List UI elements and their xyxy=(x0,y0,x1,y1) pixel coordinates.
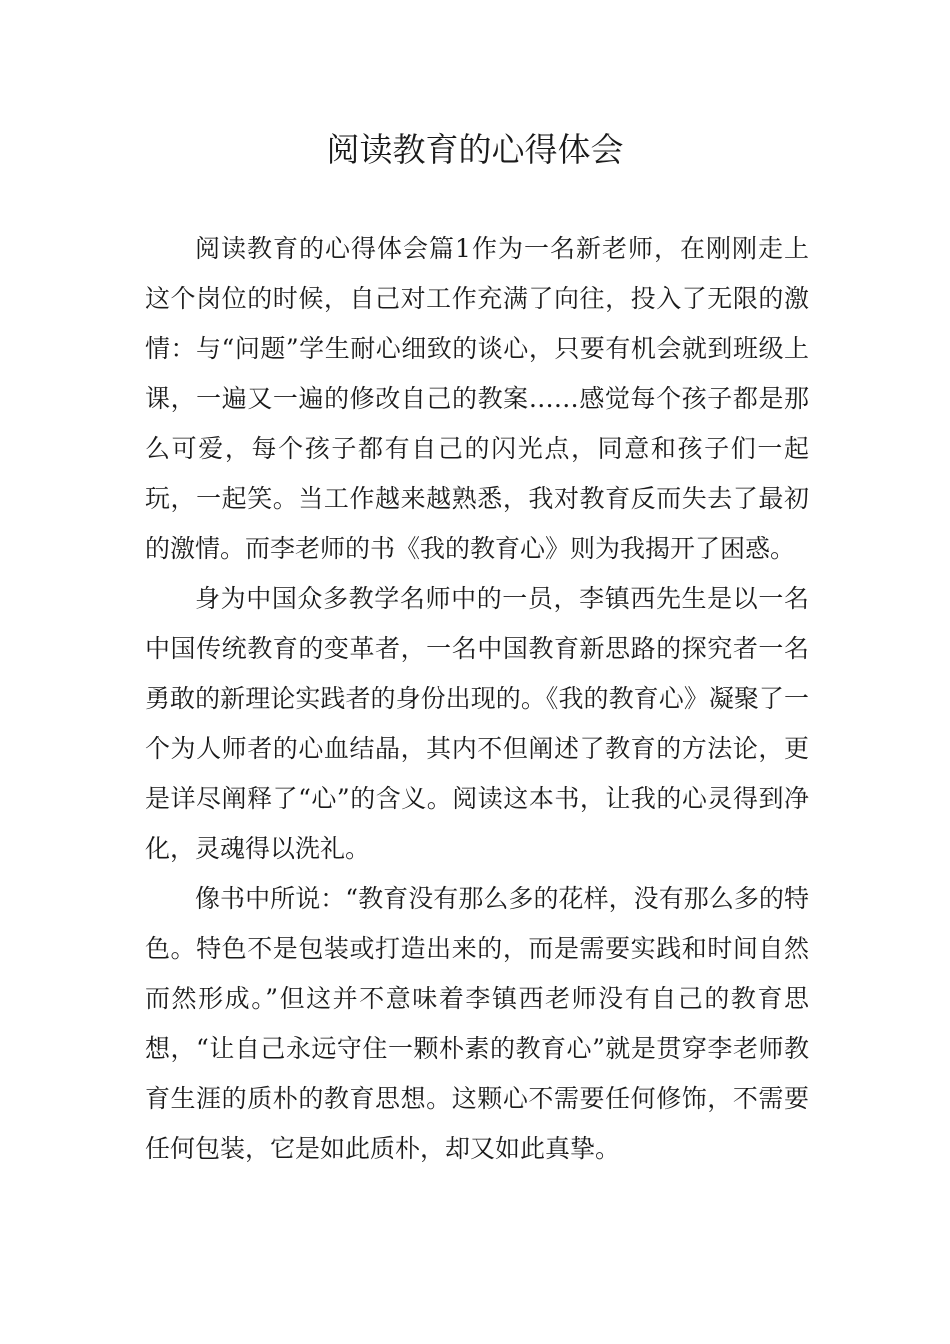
paragraph-1: 阅读教育的心得体会篇1作为一名新老师，在刚刚走上这个岗位的时候，自己对工作充满了向往，投入了无限的激情：与“问题”学生耐心细致的谈心，只要有机会就到班级上课，一遍又一遍的修改自己的教案……感觉每个孩子都是那么可爱，每个孩子都有自己的闪光点，同意和孩子们一起玩，一起笑。当工作越来越熟悉，我对教育反而失去了最初的激情。而李老师的书《我的教育心》则为我揭开了困惑。 xyxy=(145,234,809,563)
document-title: 阅读教育的心得体会 xyxy=(326,130,624,169)
paragraph-2: 身为中国众多教学名师中的一员，李镇西先生是以一名中国传统教育的变革者，一名中国教育新思路的探究者一名勇敢的新理论实践者的身份出现的。《我的教育心》凝聚了一个为人师者的心血结晶，其内不但阐述了教育的方法论，更是详尽阐释了“心”的含义。阅读这本书，让我的心灵得到净化，灵魂得以洗礼。 xyxy=(145,584,809,863)
paragraph-3: 像书中所说：“教育没有那么多的花样，没有那么多的特色。特色不是包装或打造出来的，而是需要实践和时间自然而然形成。”但这并不意味着李镇西老师没有自己的教育思想，“让自己永远守住一颗朴素的教育心”就是贯穿李老师教育生涯的质朴的教育思想。这颗心不需要任何修饰，不需要任何包装，它是如此质朴，却又如此真挚。 xyxy=(145,884,809,1163)
document-body xyxy=(145,224,809,1174)
